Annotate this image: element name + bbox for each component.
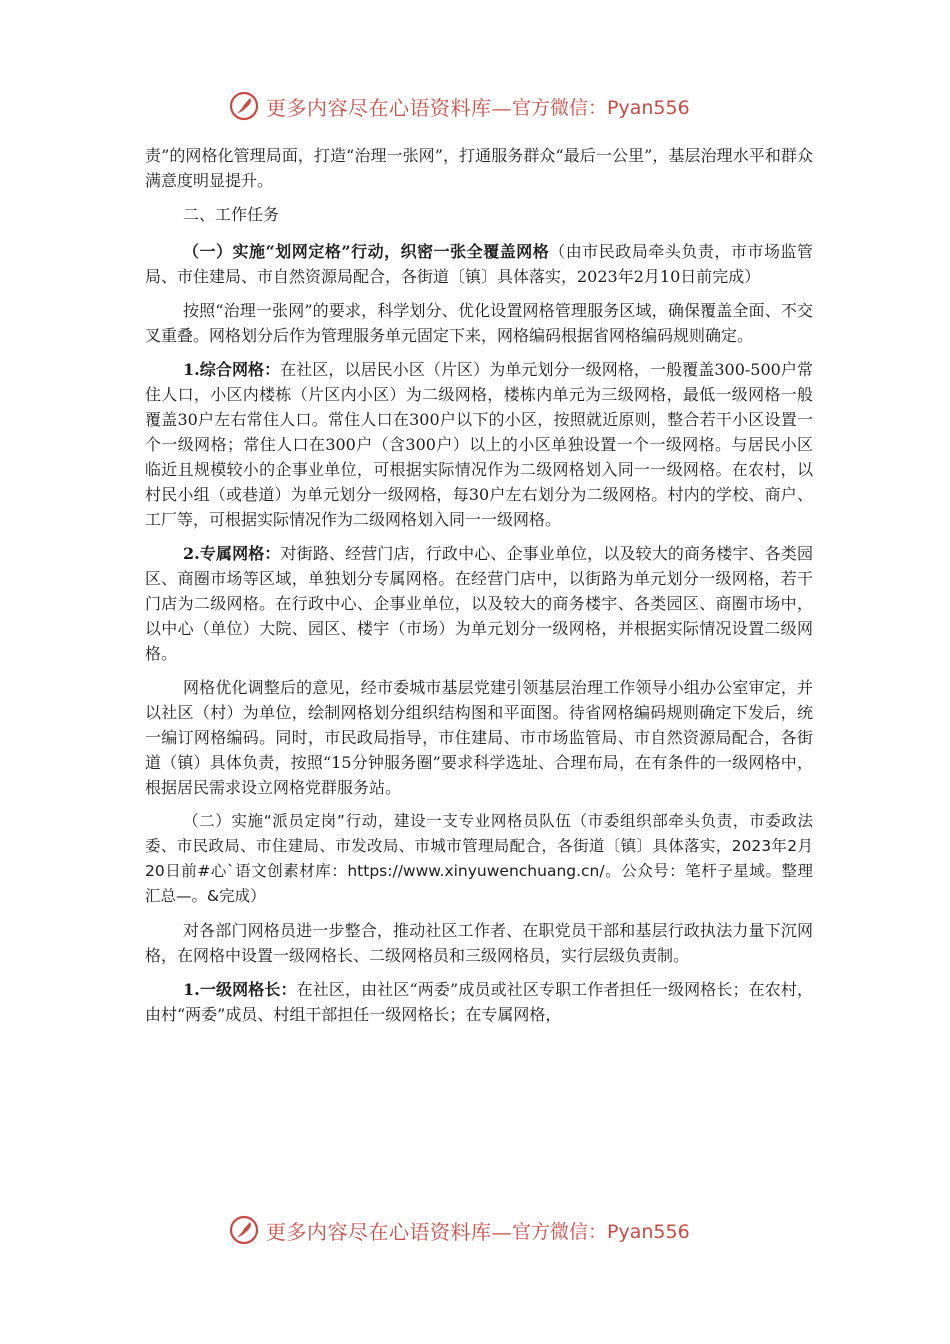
task1-title: （一）实施“划网定格”行动，织密一张全覆盖网格 <box>183 242 550 261</box>
item2-paragraph <box>145 541 813 666</box>
item1-paragraph <box>145 357 813 532</box>
item3-text: 在社区，由社区“两委”成员或社区专职工作者担任一级网格长；在农村，由村“两委”成员、村组干部担任一级网格长；在专属网格， <box>145 980 813 1024</box>
item2-label: 2.专属网格： <box>183 544 281 563</box>
watermark-brand-text: 更多内容尽在心语资料库— <box>266 95 512 120</box>
item3-label: 1.一级网格长： <box>183 980 297 999</box>
item3-paragraph <box>145 977 813 1027</box>
task2-paragraph-1: 对各部门网格员进一步整合，推动社区工作者、在职党员干部和基层行政执法力量下沉网格，在网格中设置一级网格长、二级网格员和三级网格员，实行层级负责制。 <box>145 921 813 965</box>
task1-paragraph-1: 按照“治理一张网”的要求，科学划分、优化设置网格管理服务区域，确保覆盖全面、不交叉重叠。网格划分后作为管理服务单元固定下来，网格编码根据省网格编码规则确定。 <box>145 301 813 345</box>
watermark-footer <box>228 1210 748 1250</box>
item1-text: 在社区，以居民小区（片区）为单元划分一级网格，一般覆盖300-500户常住人口，小区内楼栋（片区内小区）为二级网格，楼栋内单元为三级网格，最低一级网格一般覆盖30户左右常住人口。常住人口在300户以下的小区，按照就近原则，整合若干小区设置一个一级网格；常住人口在300户（含300户）以上的小区单独设置一个一级网格。与居民小区临近且规模较小的企事业单位，可根据实际情况作为二级网格划入同一一级网格。在农村，以村民小组（或巷道）为单元划分一级网格，每30户左右划分为二级网格。村内的学校、商户、工厂等，可根据实际情况作为二级网格划入同一一级网格。 <box>145 360 813 529</box>
watermark-header <box>228 86 748 126</box>
paragraph-intro-continuation: 责”的网格化管理局面，打造“治理一张网”，打通服务群众“最后一公里”，基层治理水平和群众满意度明显提升。 <box>145 146 813 190</box>
quill-logo-icon <box>228 90 260 122</box>
document-body <box>145 143 813 1036</box>
task1-note: （由市民政局牵头负责，市市场监管局、市住建局、市自然资源局配合，各街道〔镇〕具体落实，2023年2月10日前完成） <box>145 242 813 286</box>
task1-paragraph <box>145 239 813 289</box>
task1-paragraph-2: 网格优化调整后的意见，经市委城市基层党建引领基层治理工作领导小组办公室审定，并以社区（村）为单位，绘制网格划分组织结构图和平面图。待省网格编码规则确定下发后，统一编订网格编码。同时，市民政局指导，市住建局、市市场监管局、市自然资源局配合，各街道（镇）具体负责，按照“15分钟服务圈”要求科学选址、合理布局，在有条件的一级网格中，根据居民需求设立网格党群服务站。 <box>145 678 813 797</box>
watermark-wechat-text: 官方微信：Pyan556 <box>512 1220 690 1243</box>
watermark-brand-text: 更多内容尽在心语资料库— <box>266 1219 512 1244</box>
watermark-wechat-text: 官方微信：Pyan556 <box>512 96 690 119</box>
item2-text: 对街路、经营门店，行政中心、企事业单位，以及较大的商务楼宇、各类园区、商圈市场等区域，单独划分专属网格。在经营门店中，以街路为单元划分一级网格，若干门店为二级网格。在行政中心、企事业单位，以及较大的商务楼宇、各类园区、商圈市场中，以中心（单位）大院、园区、楼宇（市场）为单元划分一级网格，并根据实际情况设置二级网格。 <box>145 544 813 663</box>
quill-logo-icon <box>228 1214 260 1246</box>
item1-label: 1.综合网格： <box>183 360 281 379</box>
section-heading-tasks: 二、工作任务 <box>183 205 280 224</box>
task2-title-paragraph: （二）实施“派员定岗”行动，建设一支专业网格员队伍（市委组织部牵头负责，市委政法委、市民政局、市住建局、市发改局、市城市管理局配合，各街道〔镇〕具体落实，2023年2月20日前#心`语文创素材库：https://www.xinyuwenchuang.cn/。公众号：笔杆子星域。整理汇总—。&完成） <box>145 812 813 905</box>
